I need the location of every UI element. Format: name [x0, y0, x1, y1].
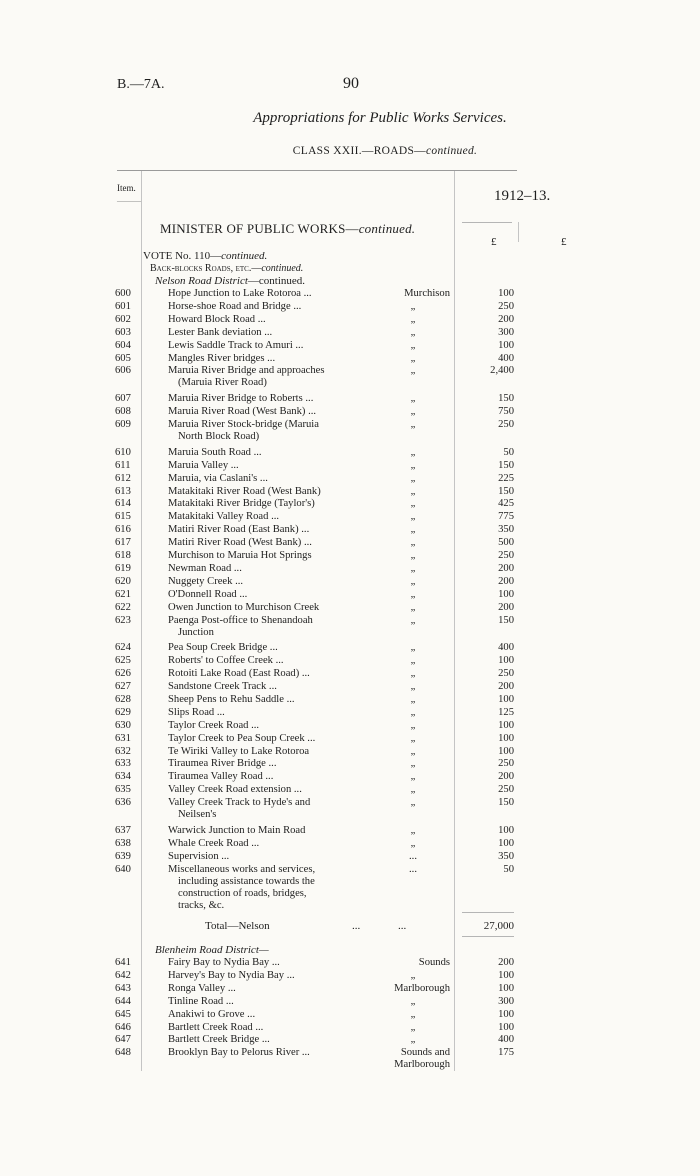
item-amount: 350: [498, 850, 514, 862]
item-number: 602: [115, 313, 131, 325]
item-amount: 425: [498, 498, 514, 510]
table-row: [0, 1009, 700, 1021]
item-amount: 100: [498, 655, 514, 667]
table-row: [0, 784, 700, 796]
table-row: [0, 1034, 700, 1046]
item-number: 624: [115, 642, 131, 654]
item-number: 640: [115, 863, 131, 875]
item-description: Valley Creek Road extension ...: [168, 784, 302, 796]
item-number: 608: [115, 406, 131, 418]
item-location: „: [410, 326, 416, 338]
item-description: Maruia Valley ...: [168, 459, 239, 471]
table-row: [0, 327, 700, 339]
table-row: [0, 301, 700, 313]
item-description: Supervision ...: [168, 850, 230, 862]
page-title: Appropriations for Public Works Services.: [253, 110, 507, 126]
table-row: [0, 537, 700, 549]
item-description: Owen Junction to Murchison Creek: [168, 601, 320, 613]
total-rule-top: [462, 912, 514, 913]
class-title: CLASS XXII.—ROADS—continued.: [292, 145, 478, 157]
item-description: Pea Soup Creek Bridge ...: [168, 642, 278, 654]
item-number: 609: [115, 419, 131, 430]
item-description: Harvey's Bay to Nydia Bay ...: [168, 969, 295, 981]
item-number: 633: [115, 758, 131, 770]
table-row: [0, 1022, 700, 1034]
page-reference: B.—7A.: [117, 77, 165, 92]
item-location: „: [410, 419, 416, 430]
item-amount: 50: [503, 446, 514, 458]
item-amount: 100: [498, 969, 514, 981]
item-location: „: [410, 313, 416, 325]
item-number: 626: [115, 668, 131, 680]
table-row: [0, 863, 700, 911]
item-location: Sounds: [418, 957, 450, 968]
item-description: Matiri River Road (West Bank) ...: [168, 537, 312, 549]
item-description: Mangles River bridges ...: [168, 352, 276, 364]
item-description: Miscellaneous works and services,: [168, 863, 316, 875]
item-amount: 250: [498, 550, 514, 561]
table-row: [0, 771, 700, 783]
item-number: 630: [115, 719, 131, 731]
item-amount: 400: [498, 642, 514, 654]
item-amount: 50: [503, 863, 514, 875]
item-amount: 200: [498, 562, 514, 574]
item-description: Maruia River Stock-bridge (Maruia: [168, 419, 319, 430]
item-description: Horse-shoe Road and Bridge ...: [168, 300, 302, 312]
item-location: „: [410, 446, 416, 458]
item-location: „: [410, 485, 416, 497]
item-location: „: [410, 732, 416, 744]
table-row: [0, 655, 700, 667]
table-row: [0, 720, 700, 732]
item-number: 642: [115, 969, 131, 981]
total-dots-1: ...: [352, 920, 361, 932]
item-location: „: [410, 339, 416, 351]
item-amount: 400: [498, 1034, 514, 1046]
item-amount: 200: [498, 313, 514, 325]
item-amount: 225: [498, 472, 514, 484]
item-amount: 200: [498, 575, 514, 587]
item-description: Matakitaki Valley Road ...: [168, 511, 280, 523]
item-number: 628: [115, 693, 131, 705]
item-location: „: [410, 365, 416, 377]
item-description-continued: construction of roads, bridges,: [178, 887, 307, 899]
item-number: 621: [115, 588, 131, 600]
item-number: 625: [115, 655, 131, 667]
item-description: Tiraumea River Bridge ...: [168, 758, 277, 770]
item-amount: 200: [498, 957, 514, 968]
item-amount: 750: [498, 406, 514, 418]
item-number: 638: [115, 837, 131, 849]
item-amount: 200: [498, 771, 514, 783]
item-description-continued: (Maruia River Road): [178, 377, 267, 389]
item-location: „: [410, 550, 416, 561]
item-number: 644: [115, 995, 131, 1007]
item-amount: 100: [498, 1008, 514, 1020]
item-number: 623: [115, 614, 131, 626]
item-location: „: [410, 352, 416, 364]
blenheim-district-heading: Blenheim Road District—: [155, 944, 269, 956]
item-location: „: [410, 824, 416, 836]
item-number: 615: [115, 511, 131, 523]
item-amount: 150: [498, 614, 514, 626]
item-number: 612: [115, 472, 131, 484]
item-location: Sounds and: [400, 1047, 450, 1059]
total-dots-2: ...: [398, 920, 407, 932]
item-description: Sheep Pens to Rehu Saddle ...: [168, 693, 295, 705]
item-number: 635: [115, 784, 131, 796]
table-row: [0, 957, 700, 969]
item-description: Maruia River Road (West Bank) ...: [168, 406, 317, 418]
table-row: [0, 694, 700, 706]
item-number: 645: [115, 1008, 131, 1020]
table-row: [0, 758, 700, 770]
item-amount: 250: [498, 784, 514, 796]
item-description: Whale Creek Road ...: [168, 837, 260, 849]
item-amount: 250: [498, 758, 514, 770]
item-number: 616: [115, 524, 131, 536]
item-location: „: [410, 1021, 416, 1033]
item-description: Valley Creek Track to Hyde's and: [168, 797, 311, 809]
item-amount: 250: [498, 300, 514, 312]
item-location: „: [410, 784, 416, 796]
item-amount: 300: [498, 326, 514, 338]
item-description: Murchison to Maruia Hot Springs: [168, 550, 312, 561]
item-amount: 400: [498, 352, 514, 364]
item-amount: 100: [498, 982, 514, 994]
item-location: „: [410, 459, 416, 471]
table-row: [0, 550, 700, 562]
item-location: „: [410, 745, 416, 757]
item-location: „: [410, 655, 416, 667]
item-location: „: [410, 995, 416, 1007]
item-amount: 300: [498, 995, 514, 1007]
item-amount: 200: [498, 681, 514, 692]
item-description: Lester Bank deviation ...: [168, 326, 273, 338]
item-number: 601: [115, 300, 131, 312]
item-number: 617: [115, 537, 131, 549]
amount-column-divider: [518, 222, 519, 242]
item-number: 641: [115, 957, 131, 968]
table-row: [0, 393, 700, 405]
item-location: „: [410, 575, 416, 587]
item-amount: 150: [498, 393, 514, 405]
total-amount: 27,000: [483, 920, 514, 932]
table-row: [0, 406, 700, 418]
item-amount: 100: [498, 288, 514, 299]
item-location: „: [410, 498, 416, 510]
item-location: „: [410, 771, 416, 783]
item-description: Te Wiriki Valley to Lake Rotoroa: [168, 745, 310, 757]
item-number: 610: [115, 446, 131, 458]
backblocks-heading: Back-blocks Roads, etc.—continued.: [150, 263, 304, 274]
item-number: 639: [115, 850, 131, 862]
item-description: Newman Road ...: [168, 562, 242, 574]
item-amount: 100: [498, 693, 514, 705]
item-amount: 100: [498, 824, 514, 836]
item-location: „: [410, 797, 416, 809]
item-amount: 100: [498, 732, 514, 744]
total-label: Total—Nelson: [205, 920, 270, 932]
item-number: 646: [115, 1021, 131, 1033]
item-location: „: [410, 706, 416, 718]
item-amount: 100: [498, 1021, 514, 1033]
item-location: „: [410, 642, 416, 654]
table-row: [0, 447, 700, 459]
nelson-district-heading: Nelson Road District—continued.: [155, 275, 306, 287]
item-description: Bartlett Creek Road ...: [168, 1021, 264, 1033]
table-row: [0, 681, 700, 693]
item-column-header: Item.: [117, 183, 136, 193]
item-amount: 150: [498, 797, 514, 809]
item-location: Marlborough: [394, 982, 450, 994]
table-row: [0, 825, 700, 837]
table-row: [0, 602, 700, 614]
item-number: 605: [115, 352, 131, 364]
item-description: Nuggety Creek ...: [168, 575, 244, 587]
item-location: „: [410, 472, 416, 484]
item-amount: 100: [498, 588, 514, 600]
minister-heading: MINISTER OF PUBLIC WORKS—continued.: [160, 221, 416, 236]
item-description-continued: Junction: [178, 626, 214, 638]
item-number: 620: [115, 575, 131, 587]
item-number: 622: [115, 601, 131, 613]
item-amount: 175: [498, 1047, 514, 1059]
item-location-continued: Marlborough: [394, 1059, 450, 1071]
item-number: 634: [115, 771, 131, 783]
item-description: Anakiwi to Grove ...: [168, 1008, 256, 1020]
item-amount: 2,400: [490, 365, 514, 377]
item-description-continued: including assistance towards the: [178, 875, 315, 887]
item-description: Brooklyn Bay to Pelorus River ...: [168, 1047, 310, 1059]
item-number: 606: [115, 365, 131, 377]
item-location: „: [410, 969, 416, 981]
item-description: Roberts' to Coffee Creek ...: [168, 655, 284, 667]
item-amount: 250: [498, 419, 514, 430]
item-description: Paenga Post-office to Shenandoah: [168, 614, 313, 626]
table-row: [0, 460, 700, 472]
header-rule: [117, 170, 517, 171]
item-number: 603: [115, 326, 131, 338]
item-amount: 150: [498, 459, 514, 471]
item-location: „: [410, 614, 416, 626]
item-number: 647: [115, 1034, 131, 1046]
table-row: [0, 851, 700, 863]
table-row: [0, 563, 700, 575]
table-row: [0, 746, 700, 758]
item-location: „: [410, 537, 416, 549]
item-location: „: [410, 1008, 416, 1020]
item-amount: 250: [498, 668, 514, 680]
currency-symbol-1: £: [491, 236, 497, 248]
item-location: „: [410, 300, 416, 312]
item-amount: 100: [498, 339, 514, 351]
item-description: Maruia River Bridge and approaches: [168, 365, 325, 377]
item-number: 614: [115, 498, 131, 510]
item-amount: 775: [498, 511, 514, 523]
item-location: „: [410, 588, 416, 600]
item-location: „: [410, 693, 416, 705]
item-amount: 100: [498, 745, 514, 757]
item-amount: 100: [498, 837, 514, 849]
item-description: Fairy Bay to Nydia Bay ...: [168, 957, 280, 968]
item-location: ...: [409, 850, 417, 862]
item-location: „: [410, 1034, 416, 1046]
item-number: 631: [115, 732, 131, 744]
item-amount: 350: [498, 524, 514, 536]
currency-rule: [462, 222, 512, 223]
table-row: [0, 576, 700, 588]
total-rule-bottom: [462, 936, 514, 937]
table-row: [0, 983, 700, 995]
item-amount: 500: [498, 537, 514, 549]
item-header-dash: ———: [117, 196, 141, 205]
item-description: Slips Road ...: [168, 706, 225, 718]
item-number: 643: [115, 982, 131, 994]
item-description: Maruia River Bridge to Roberts ...: [168, 393, 314, 405]
item-number: 627: [115, 681, 131, 692]
item-description: Tiraumea Valley Road ...: [168, 771, 274, 783]
item-number: 648: [115, 1047, 131, 1059]
item-description: Matakitaki River Bridge (Taylor's): [168, 498, 315, 510]
item-number: 619: [115, 562, 131, 574]
item-number: 632: [115, 745, 131, 757]
item-location: „: [410, 601, 416, 613]
item-description: Howard Block Road ...: [168, 313, 266, 325]
item-location: „: [410, 681, 416, 692]
item-amount: 100: [498, 719, 514, 731]
table-row: [0, 473, 700, 485]
item-location: „: [410, 837, 416, 849]
item-description-continued: tracks, &c.: [178, 899, 225, 911]
table-row: [0, 419, 700, 442]
item-location: „: [410, 393, 416, 405]
table-row: [0, 797, 700, 821]
item-number: 611: [115, 459, 131, 471]
table-row: [0, 733, 700, 745]
item-number: 600: [115, 288, 131, 299]
table-row: [0, 707, 700, 719]
item-description: Ronga Valley ...: [168, 982, 236, 994]
table-row: [0, 353, 700, 365]
item-description-continued: North Block Road): [178, 431, 260, 442]
item-description: Warwick Junction to Main Road: [168, 824, 306, 836]
item-location: „: [410, 668, 416, 680]
item-location: „: [410, 719, 416, 731]
table-row: [0, 589, 700, 601]
table-row: [0, 614, 700, 638]
item-number: 637: [115, 824, 131, 836]
item-number: 613: [115, 485, 131, 497]
item-location: „: [410, 406, 416, 418]
item-location: „: [410, 511, 416, 523]
currency-symbol-2: £: [561, 236, 567, 248]
table-row: [0, 668, 700, 680]
table-row: [0, 486, 700, 498]
table-row: [0, 511, 700, 523]
item-location: „: [410, 562, 416, 574]
page-number: 90: [343, 75, 359, 92]
item-number: 607: [115, 393, 131, 405]
table-row: [0, 524, 700, 536]
item-description: Taylor Creek Road ...: [168, 719, 260, 731]
item-amount: 150: [498, 485, 514, 497]
item-description: O'Donnell Road ...: [168, 588, 248, 600]
table-row: [0, 996, 700, 1008]
item-location: „: [410, 524, 416, 536]
item-description: Maruia South Road ...: [168, 446, 262, 458]
table-row: [0, 340, 700, 352]
item-description: Tinline Road ...: [168, 995, 234, 1007]
item-description: Matakitaki River Road (West Bank): [168, 485, 321, 497]
item-description: Maruia, via Caslani's ...: [168, 472, 268, 484]
item-location: Murchison: [404, 288, 450, 299]
year-header: 1912–13.: [494, 188, 551, 204]
item-description: Sandstone Creek Track ...: [168, 681, 277, 692]
item-description: Taylor Creek to Pea Soup Creek ...: [168, 732, 316, 744]
table-row: [0, 314, 700, 326]
item-description: Hope Junction to Lake Rotoroa ...: [168, 288, 312, 299]
item-description-continued: Neilsen's: [178, 809, 217, 821]
table-row: [0, 1047, 700, 1071]
table-row: [0, 642, 700, 654]
item-amount: 125: [498, 706, 514, 718]
table-row: [0, 838, 700, 850]
item-number: 629: [115, 706, 131, 718]
vote-heading: VOTE No. 110—continued.: [143, 250, 268, 262]
item-number: 604: [115, 339, 131, 351]
item-location: ...: [409, 863, 417, 875]
table-row: [0, 970, 700, 982]
item-description: Matiri River Road (East Bank) ...: [168, 524, 310, 536]
item-number: 618: [115, 550, 131, 561]
item-description: Bartlett Creek Bridge ...: [168, 1034, 270, 1046]
table-row: [0, 365, 700, 389]
table-row: [0, 498, 700, 510]
table-row: [0, 288, 700, 300]
item-amount: 200: [498, 601, 514, 613]
item-number: 636: [115, 797, 131, 809]
item-location: „: [410, 758, 416, 770]
item-description: Lewis Saddle Track to Amuri ...: [168, 339, 304, 351]
item-description: Rotoiti Lake Road (East Road) ...: [168, 668, 310, 680]
